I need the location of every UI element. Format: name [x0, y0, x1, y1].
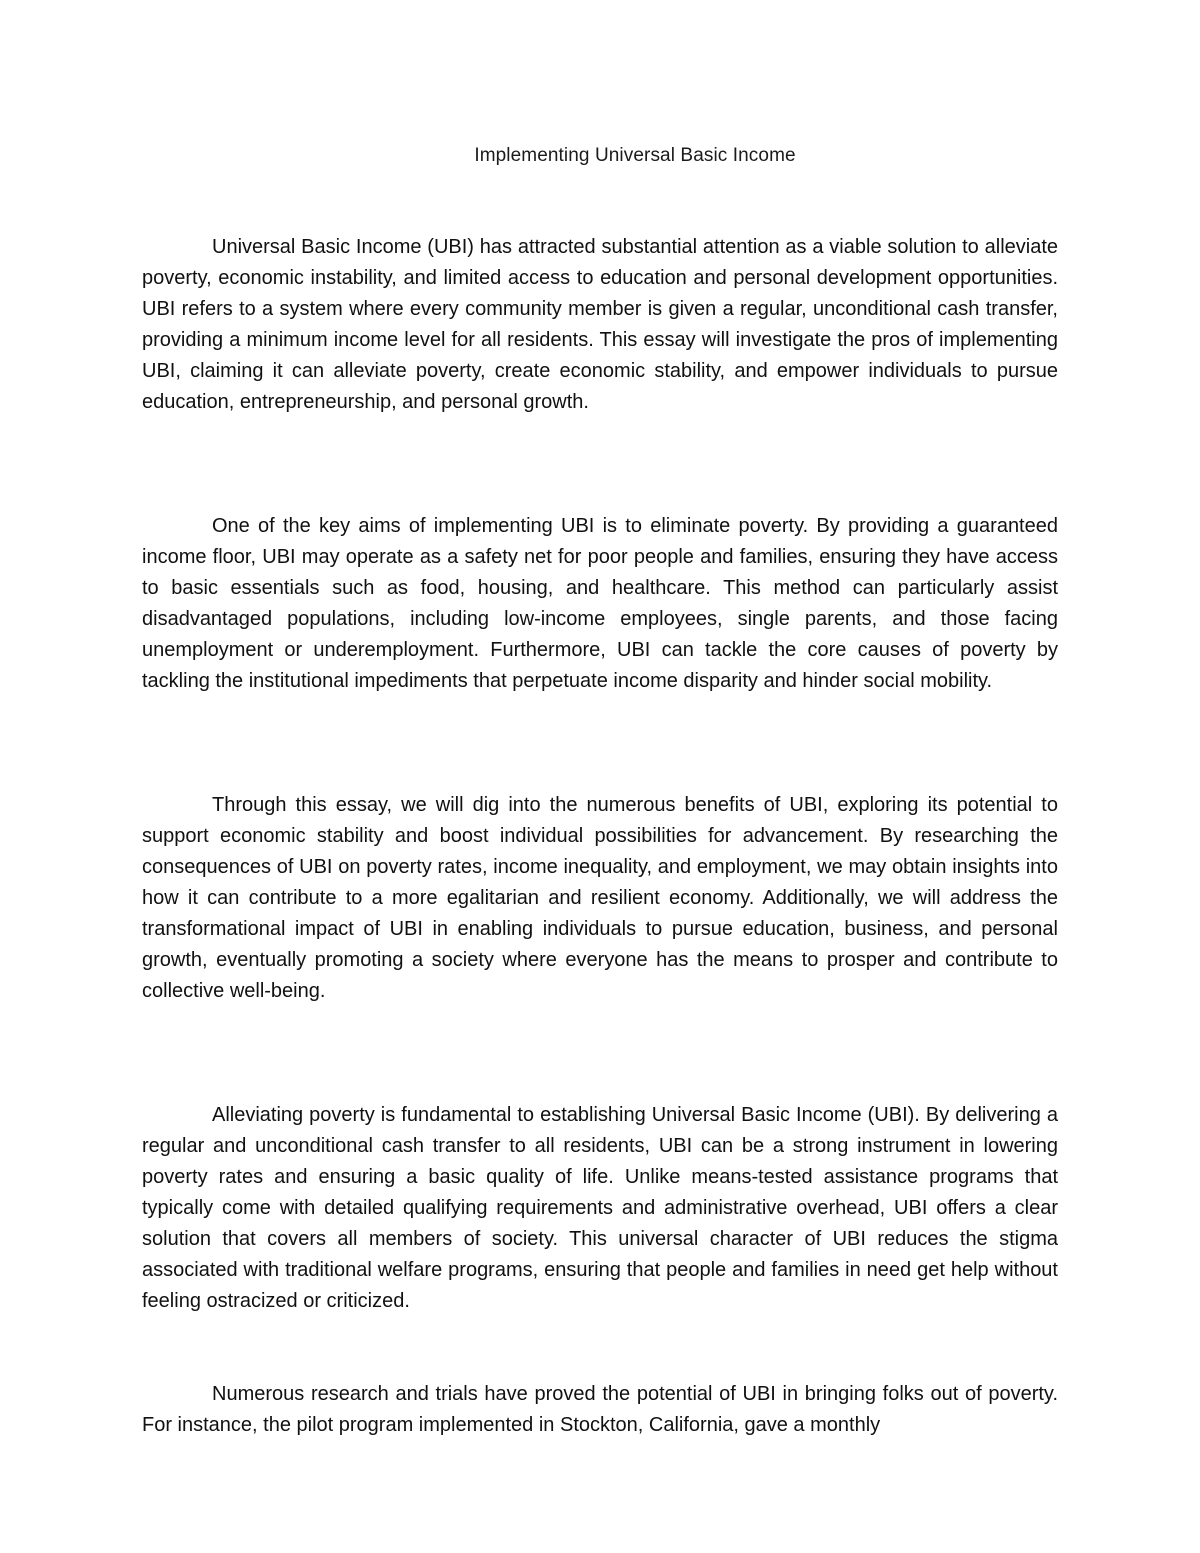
- paragraph-essay-benefits: Through this essay, we will dig into the numerous benefits of UBI, exploring its potential to support economic stability and boost individual possibilities for advancement. By researching the consequences of UBI on poverty rates, income inequality, and employment, we may obtain insights into how it can contribute to a more egalitarian and resilient economy. Additionally, we will address the transformational impact of UBI in enabling individuals to pursue education, business, and personal growth, eventually promoting a society where everyone has the means to prosper and contribute to collective well-being.: [142, 794, 1058, 1002]
- paragraph-research-trials: Numerous research and trials have proved the potential of UBI in bringing folks out of poverty. For instance, the pilot program implemented in Stockton, California, gave a monthly: [142, 1383, 1058, 1436]
- paragraph-poverty-aim: One of the key aims of implementing UBI is to eliminate poverty. By providing a guaranteed income floor, UBI may operate as a safety net for poor people and families, ensuring they have access to basic essentials such as food, housing, and healthcare. This method can particularly assist disadvantaged populations, including low-income employees, single parents, and those facing unemployment or underemployment. Furthermore, UBI can tackle the core causes of poverty by tackling the institutional impediments that perpetuate income disparity and hinder social mobility.: [142, 515, 1058, 692]
- document-body: [142, 232, 1058, 1441]
- paragraph-alleviating-poverty: Alleviating poverty is fundamental to establishing Universal Basic Income (UBI). By delivering a regular and unconditional cash transfer to all residents, UBI can be a strong instrument in lowering poverty rates and ensuring a basic quality of life. Unlike means-tested assistance programs that typically come with detailed qualifying requirements and administrative overhead, UBI offers a clear solution that covers all members of society. This universal character of UBI reduces the stigma associated with traditional welfare programs, ensuring that people and families in need get help without feeling ostracized or criticized.: [142, 1104, 1058, 1312]
- document-title: Implementing Universal Basic Income: [474, 145, 796, 166]
- paragraph-introduction: Universal Basic Income (UBI) has attracted substantial attention as a viable solution to alleviate poverty, economic instability, and limited access to education and personal development opportunities. UBI refers to a system where every community member is given a regular, unconditional cash transfer, providing a minimum income level for all residents. This essay will investigate the pros of implementing UBI, claiming it can alleviate poverty, create economic stability, and empower individuals to pursue education, entrepreneurship, and personal growth.: [142, 236, 1058, 413]
